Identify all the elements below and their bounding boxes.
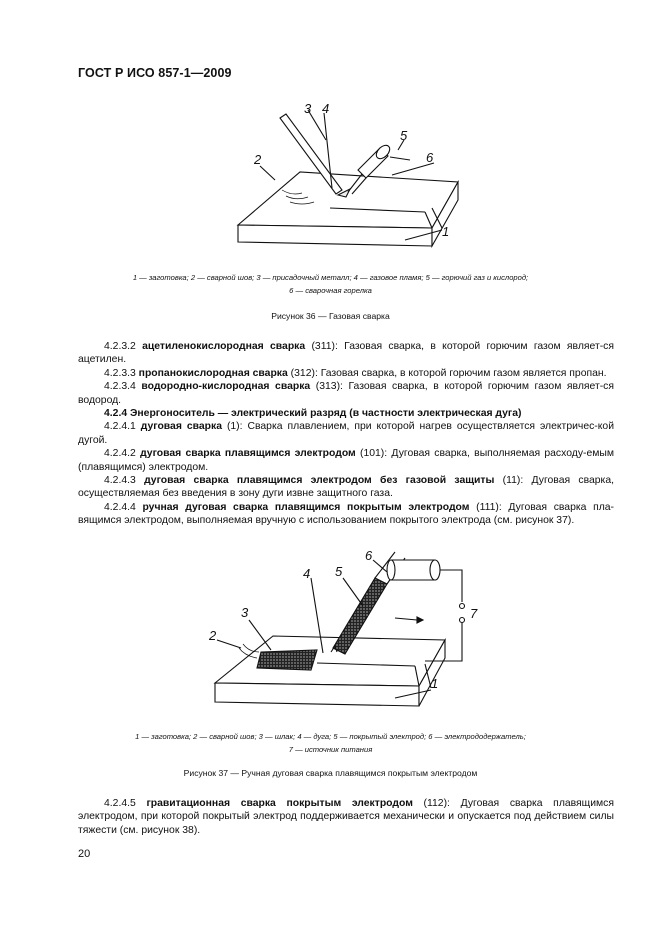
fig37-label-6: 6 (365, 548, 373, 563)
clause-term: водородно-кислородная сварка (141, 381, 311, 393)
figure-37-caption: Рисунок 37 — Ручная дуговая сварка плавящимся покрытым электродом (183, 768, 478, 778)
clause-number: 4.2.4.1 (104, 421, 136, 433)
clause-term: дуговая сварка (140, 421, 222, 433)
clause-code: (11): (494, 475, 524, 487)
fig37-label-7: 7 (470, 606, 478, 621)
paragraph-4-2-3-3 (78, 367, 614, 380)
document-header: ГОСТ Р ИСО 857-1—2009 (78, 66, 232, 80)
clause-term: ручная дуговая сварка плавящимся покрытым электродом (142, 501, 470, 513)
clause-code: (313): (310, 381, 343, 393)
paragraph-4-2-4-1 (78, 420, 614, 447)
clause-term: гравитационная сварка покрытым электродом (146, 798, 413, 809)
figure-36-legend-line-1: 1 — заготовка; 2 — сварной шов; 3 — присадочный металл; 4 — газовое пламя; 5 — горючий газ и кислород; (132, 273, 529, 282)
paragraph-4-2-3-2 (78, 340, 614, 367)
fig37-label-3: 3 (241, 605, 249, 620)
figure-37-legend (0, 730, 661, 756)
fig36-label-1: 1 (442, 224, 450, 239)
clause-term: дуговая сварка плавящимся электродом (140, 448, 356, 460)
clause-code: (311): (305, 341, 338, 352)
figure-37-legend-line-1: 1 — заготовка; 2 — сварной шов; 3 — шлак; 4 — дуга; 5 — покрытый электрод; 6 — электрододержатель; (135, 732, 526, 741)
body-text-block-1 (78, 340, 614, 528)
fig36-label-4: 4 (322, 101, 330, 116)
clause-text: Сварка плавлением, при которой нагрев осуществляется электричес-кой дугой. (78, 421, 614, 446)
clause-number: 4.2.4.4 (104, 501, 136, 513)
clause-number: 4.2.4.3 (104, 475, 136, 487)
figure-37-legend-line-2: 7 — источник питания (288, 745, 373, 754)
paragraph-4-2-3-4 (78, 380, 614, 407)
figure-36-caption: Рисунок 36 — Газовая сварка (271, 311, 390, 321)
fig37-label-2: 2 (209, 628, 217, 643)
clause-number: 4.2.4.2 (104, 448, 136, 460)
clause-number: 4.2.4.5 (104, 798, 136, 809)
clause-text: Дуговая сварка, осуществляемая без введения в зону дуги извне защитного газа. (78, 475, 614, 500)
fig36-label-5: 5 (400, 128, 408, 143)
clause-term: пропанокислородная сварка (138, 367, 288, 379)
clause-text: Газовая сварка, в которой горючим газом являет-ся водород. (78, 381, 615, 406)
clause-code: (111): (469, 501, 502, 513)
page-number: 20 (78, 848, 91, 860)
figure-36-gas-welding (220, 100, 480, 260)
clause-code: (101): (355, 448, 388, 460)
clause-heading: Энергоноситель — электрический разряд (в частности электрическая дуга) (130, 408, 522, 420)
clause-text: Газовая сварка, в которой горючим газом является пропан. (317, 367, 607, 379)
paragraph-4-2-4 (78, 407, 614, 420)
paragraph-4-2-4-5 (78, 797, 614, 837)
fig36-label-2: 2 (254, 152, 262, 167)
clause-term: дуговая сварка плавящимся электродом без газовой защиты (144, 475, 495, 487)
figure-36-legend (0, 271, 661, 297)
paragraph-4-2-4-4 (78, 501, 614, 528)
clause-code: (112): (412, 798, 450, 809)
fig37-label-1: 1 (431, 676, 439, 691)
clause-number: 4.2.4 (104, 408, 128, 420)
clause-number: 4.2.3.2 (104, 341, 136, 352)
figure-36-legend-line-2: 6 — сварочная горелка (289, 286, 372, 295)
clause-term: ацетиленокислородная сварка (142, 341, 306, 352)
body-text-block-2 (78, 797, 614, 837)
fig36-label-3: 3 (304, 101, 312, 116)
clause-number: 4.2.3.4 (104, 381, 136, 393)
fig37-label-4: 4 (303, 566, 311, 581)
clause-text: Дуговая сварка плавящимся электродом, при которой покрытый электрод поддерживается механически и опускается под действием силы тяжести (см. рисунок 38). (78, 798, 615, 836)
fig37-label-5: 5 (335, 564, 343, 579)
clause-text: Дуговая сварка пла-вящимся электродом, выполняемая вручную с использованием покрытого электрода (см. рисунок 37). (78, 501, 614, 527)
paragraph-4-2-4-3 (78, 474, 614, 501)
clause-text: Газовая сварка, в которой горючим газом являет-ся ацетилен. (78, 341, 614, 366)
paragraph-4-2-4-2 (78, 447, 614, 474)
figure-37-manual-arc-welding (195, 548, 485, 718)
clause-text: Дуговая сварка, выполняемая расходу-емым (плавящимся) электродом. (78, 448, 615, 473)
clause-code: (1): (221, 421, 243, 433)
clause-code: (312): (287, 367, 318, 379)
fig36-label-6: 6 (426, 150, 434, 165)
clause-number: 4.2.3.3 (104, 367, 136, 379)
